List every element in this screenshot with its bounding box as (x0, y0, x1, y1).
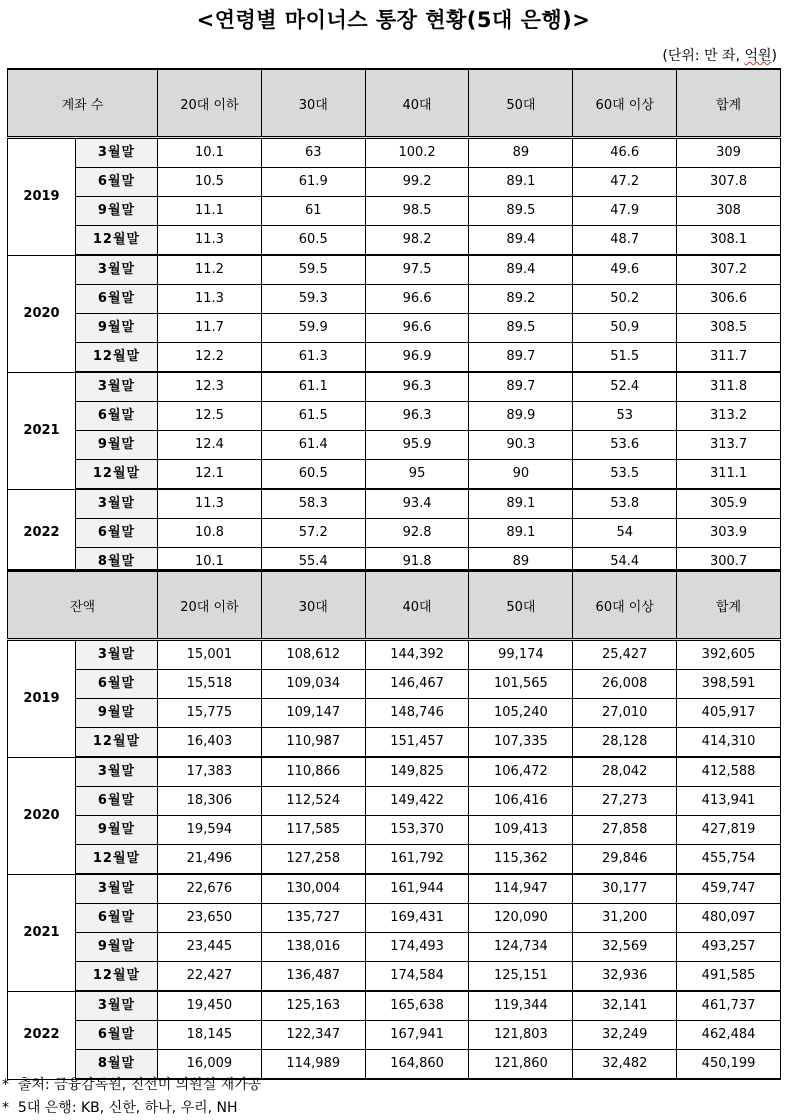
value-cell: 46.6 (573, 138, 677, 168)
table-row (8, 904, 781, 933)
value-cell: 27,010 (573, 699, 677, 728)
value-cell: 309 (677, 138, 781, 168)
table-row (8, 845, 781, 875)
value-cell: 98.2 (365, 226, 469, 256)
value-cell: 96.9 (365, 343, 469, 373)
value-cell: 16,403 (158, 728, 262, 758)
period-cell: 9월말 (76, 816, 158, 845)
value-cell: 462,484 (677, 1021, 781, 1050)
value-cell: 109,147 (261, 699, 365, 728)
value-cell: 459,747 (677, 874, 781, 904)
value-cell: 53.6 (573, 431, 677, 460)
value-cell: 18,145 (158, 1021, 262, 1050)
value-cell: 313.7 (677, 431, 781, 460)
value-cell: 22,427 (158, 962, 262, 992)
value-cell: 412,588 (677, 757, 781, 787)
value-cell: 308.5 (677, 314, 781, 343)
value-cell: 106,416 (469, 787, 573, 816)
table-row (8, 933, 781, 962)
period-cell: 6월말 (76, 787, 158, 816)
period-cell: 9월말 (76, 197, 158, 226)
period-cell: 6월말 (76, 519, 158, 548)
value-cell: 450,199 (677, 1050, 781, 1080)
value-cell: 144,392 (365, 640, 469, 670)
value-cell: 23,650 (158, 904, 262, 933)
value-cell: 59.3 (261, 285, 365, 314)
column-header: 60대 이상 (573, 571, 677, 640)
column-header: 30대 (261, 69, 365, 138)
footnote-source (2, 1074, 261, 1097)
column-header: 합계 (677, 69, 781, 138)
value-cell: 89.1 (469, 489, 573, 519)
table-row (8, 343, 781, 373)
value-cell: 161,944 (365, 874, 469, 904)
value-cell: 398,591 (677, 670, 781, 699)
value-cell: 121,803 (469, 1021, 573, 1050)
column-header: 50대 (469, 571, 573, 640)
period-cell: 3월말 (76, 255, 158, 285)
account-count-table (7, 68, 781, 578)
value-cell: 18,306 (158, 787, 262, 816)
value-cell: 109,034 (261, 670, 365, 699)
year-cell: 2021 (8, 874, 76, 991)
value-cell: 117,585 (261, 816, 365, 845)
table-row (8, 197, 781, 226)
value-cell: 146,467 (365, 670, 469, 699)
header-row (8, 69, 781, 138)
value-cell: 313.2 (677, 402, 781, 431)
value-cell: 89.4 (469, 226, 573, 256)
value-cell: 19,594 (158, 816, 262, 845)
value-cell: 110,866 (261, 757, 365, 787)
footnotes (2, 1074, 261, 1120)
period-cell: 9월말 (76, 699, 158, 728)
year-cell: 2019 (8, 640, 76, 758)
value-cell: 300.7 (677, 548, 781, 578)
value-cell: 23,445 (158, 933, 262, 962)
value-cell: 61.5 (261, 402, 365, 431)
value-cell: 95 (365, 460, 469, 490)
value-cell: 493,257 (677, 933, 781, 962)
value-cell: 96.3 (365, 402, 469, 431)
value-cell: 96.6 (365, 314, 469, 343)
value-cell: 307.2 (677, 255, 781, 285)
period-cell: 3월말 (76, 991, 158, 1021)
value-cell: 305.9 (677, 489, 781, 519)
value-cell: 122,347 (261, 1021, 365, 1050)
value-cell: 52.4 (573, 372, 677, 402)
period-cell: 6월말 (76, 168, 158, 197)
value-cell: 101,565 (469, 670, 573, 699)
table-row (8, 168, 781, 197)
value-cell: 47.2 (573, 168, 677, 197)
value-cell: 15,001 (158, 640, 262, 670)
table-row (8, 226, 781, 256)
table-row (8, 460, 781, 490)
year-cell: 2020 (8, 255, 76, 372)
period-cell: 8월말 (76, 548, 158, 578)
value-cell: 138,016 (261, 933, 365, 962)
value-cell: 11.3 (158, 285, 262, 314)
value-cell: 61.4 (261, 431, 365, 460)
value-cell: 32,141 (573, 991, 677, 1021)
value-cell: 110,987 (261, 728, 365, 758)
period-cell: 3월말 (76, 489, 158, 519)
value-cell: 99,174 (469, 640, 573, 670)
value-cell: 27,273 (573, 787, 677, 816)
value-cell: 12.5 (158, 402, 262, 431)
value-cell: 114,947 (469, 874, 573, 904)
value-cell: 11.2 (158, 255, 262, 285)
value-cell: 51.5 (573, 343, 677, 373)
value-cell: 308.1 (677, 226, 781, 256)
value-cell: 115,362 (469, 845, 573, 875)
value-cell: 12.1 (158, 460, 262, 490)
value-cell: 59.9 (261, 314, 365, 343)
value-cell: 96.3 (365, 372, 469, 402)
value-cell: 53.5 (573, 460, 677, 490)
column-header: 합계 (677, 571, 781, 640)
value-cell: 25,427 (573, 640, 677, 670)
value-cell: 22,676 (158, 874, 262, 904)
value-cell: 15,775 (158, 699, 262, 728)
footnote-bullet: * (2, 1100, 9, 1116)
value-cell: 91.8 (365, 548, 469, 578)
unit-prefix: (단위: 만 좌, (662, 48, 745, 64)
period-cell: 12월말 (76, 962, 158, 992)
value-cell: 54.4 (573, 548, 677, 578)
value-cell: 461,737 (677, 991, 781, 1021)
value-cell: 153,370 (365, 816, 469, 845)
value-cell: 50.2 (573, 285, 677, 314)
unit-underlined: 억원 (744, 48, 772, 64)
value-cell: 161,792 (365, 845, 469, 875)
column-header: 20대 이하 (158, 69, 262, 138)
value-cell: 119,344 (469, 991, 573, 1021)
value-cell: 311.1 (677, 460, 781, 490)
value-cell: 57.2 (261, 519, 365, 548)
unit-suffix: ) (771, 48, 777, 64)
table-row (8, 255, 781, 285)
period-cell: 12월말 (76, 343, 158, 373)
table-row (8, 728, 781, 758)
value-cell: 12.3 (158, 372, 262, 402)
year-cell: 2022 (8, 489, 76, 577)
value-cell: 11.3 (158, 489, 262, 519)
value-cell: 89 (469, 548, 573, 578)
value-cell: 32,482 (573, 1050, 677, 1080)
value-cell: 491,585 (677, 962, 781, 992)
value-cell: 26,008 (573, 670, 677, 699)
value-cell: 311.7 (677, 343, 781, 373)
value-cell: 174,584 (365, 962, 469, 992)
value-cell: 89.2 (469, 285, 573, 314)
value-cell: 12.2 (158, 343, 262, 373)
value-cell: 19,450 (158, 991, 262, 1021)
table-row (8, 640, 781, 670)
value-cell: 114,989 (261, 1050, 365, 1080)
value-cell: 30,177 (573, 874, 677, 904)
value-cell: 306.6 (677, 285, 781, 314)
value-cell: 10.8 (158, 519, 262, 548)
value-cell: 109,413 (469, 816, 573, 845)
table-row (8, 787, 781, 816)
value-cell: 21,496 (158, 845, 262, 875)
period-cell: 3월말 (76, 372, 158, 402)
value-cell: 53 (573, 402, 677, 431)
table-row (8, 138, 781, 168)
footnote-bullet: * (2, 1077, 9, 1093)
value-cell: 31,200 (573, 904, 677, 933)
value-cell: 15,518 (158, 670, 262, 699)
unit-note (662, 45, 777, 65)
value-cell: 10.1 (158, 548, 262, 578)
footnote-banks-text: 5대 은행: KB, 신한, 하나, 우리, NH (17, 1100, 238, 1116)
value-cell: 48.7 (573, 226, 677, 256)
value-cell: 164,860 (365, 1050, 469, 1080)
value-cell: 53.8 (573, 489, 677, 519)
table-row (8, 962, 781, 992)
column-header: 40대 (365, 69, 469, 138)
table-row (8, 431, 781, 460)
value-cell: 90 (469, 460, 573, 490)
value-cell: 93.4 (365, 489, 469, 519)
value-cell: 149,422 (365, 787, 469, 816)
value-cell: 58.3 (261, 489, 365, 519)
period-cell: 12월말 (76, 226, 158, 256)
value-cell: 92.8 (365, 519, 469, 548)
value-cell: 12.4 (158, 431, 262, 460)
value-cell: 455,754 (677, 845, 781, 875)
value-cell: 130,004 (261, 874, 365, 904)
header-row (8, 571, 781, 640)
period-cell: 12월말 (76, 845, 158, 875)
year-cell: 2022 (8, 991, 76, 1079)
period-cell: 9월말 (76, 314, 158, 343)
value-cell: 167,941 (365, 1021, 469, 1050)
value-cell: 135,727 (261, 904, 365, 933)
value-cell: 63 (261, 138, 365, 168)
balance-table (7, 569, 781, 1080)
period-cell: 8월말 (76, 1050, 158, 1080)
period-cell: 3월말 (76, 757, 158, 787)
value-cell: 107,335 (469, 728, 573, 758)
value-cell: 32,936 (573, 962, 677, 992)
value-cell: 112,524 (261, 787, 365, 816)
value-cell: 308 (677, 197, 781, 226)
value-cell: 151,457 (365, 728, 469, 758)
table-row (8, 670, 781, 699)
value-cell: 121,860 (469, 1050, 573, 1080)
period-cell: 12월말 (76, 728, 158, 758)
value-cell: 32,569 (573, 933, 677, 962)
value-cell: 29,846 (573, 845, 677, 875)
table-row (8, 314, 781, 343)
value-cell: 125,151 (469, 962, 573, 992)
column-header: 30대 (261, 571, 365, 640)
table-row (8, 757, 781, 787)
table-row (8, 1021, 781, 1050)
column-header: 60대 이상 (573, 69, 677, 138)
year-cell: 2021 (8, 372, 76, 489)
value-cell: 413,941 (677, 787, 781, 816)
value-cell: 120,090 (469, 904, 573, 933)
value-cell: 11.7 (158, 314, 262, 343)
page-title: <연령별 마이너스 통장 현황(5대 은행)> (196, 8, 591, 32)
value-cell: 480,097 (677, 904, 781, 933)
value-cell: 124,734 (469, 933, 573, 962)
footnote-banks (2, 1097, 261, 1120)
value-cell: 108,612 (261, 640, 365, 670)
value-cell: 106,472 (469, 757, 573, 787)
table-row (8, 489, 781, 519)
value-cell: 55.4 (261, 548, 365, 578)
value-cell: 60.5 (261, 460, 365, 490)
table-row (8, 699, 781, 728)
value-cell: 61.3 (261, 343, 365, 373)
period-cell: 6월말 (76, 1021, 158, 1050)
value-cell: 311.8 (677, 372, 781, 402)
value-cell: 10.1 (158, 138, 262, 168)
column-header: 50대 (469, 69, 573, 138)
value-cell: 99.2 (365, 168, 469, 197)
period-cell: 3월말 (76, 138, 158, 168)
table-row (8, 402, 781, 431)
period-cell: 3월말 (76, 874, 158, 904)
value-cell: 414,310 (677, 728, 781, 758)
period-cell: 9월말 (76, 933, 158, 962)
table-row (8, 372, 781, 402)
value-cell: 174,493 (365, 933, 469, 962)
value-cell: 89.1 (469, 519, 573, 548)
value-cell: 11.3 (158, 226, 262, 256)
table-header-label: 잔액 (8, 571, 158, 640)
table-row (8, 991, 781, 1021)
period-cell: 12월말 (76, 460, 158, 490)
value-cell: 89.7 (469, 372, 573, 402)
value-cell: 148,746 (365, 699, 469, 728)
column-header: 20대 이하 (158, 571, 262, 640)
table-row (8, 519, 781, 548)
value-cell: 392,605 (677, 640, 781, 670)
value-cell: 49.6 (573, 255, 677, 285)
value-cell: 307.8 (677, 168, 781, 197)
value-cell: 89.1 (469, 168, 573, 197)
period-cell: 6월말 (76, 402, 158, 431)
period-cell: 6월말 (76, 285, 158, 314)
value-cell: 100.2 (365, 138, 469, 168)
value-cell: 10.5 (158, 168, 262, 197)
table-row (8, 874, 781, 904)
value-cell: 17,383 (158, 757, 262, 787)
value-cell: 98.5 (365, 197, 469, 226)
value-cell: 127,258 (261, 845, 365, 875)
value-cell: 50.9 (573, 314, 677, 343)
value-cell: 105,240 (469, 699, 573, 728)
value-cell: 47.9 (573, 197, 677, 226)
value-cell: 89 (469, 138, 573, 168)
value-cell: 89.9 (469, 402, 573, 431)
value-cell: 427,819 (677, 816, 781, 845)
period-cell: 9월말 (76, 431, 158, 460)
value-cell: 11.1 (158, 197, 262, 226)
period-cell: 6월말 (76, 904, 158, 933)
value-cell: 28,128 (573, 728, 677, 758)
value-cell: 97.5 (365, 255, 469, 285)
footnote-source-text: 출처: 금융감독원, 진선미 의원실 재가공 (17, 1077, 262, 1093)
column-header: 40대 (365, 571, 469, 640)
value-cell: 96.6 (365, 285, 469, 314)
value-cell: 59.5 (261, 255, 365, 285)
value-cell: 125,163 (261, 991, 365, 1021)
year-cell: 2019 (8, 138, 76, 256)
value-cell: 89.5 (469, 314, 573, 343)
value-cell: 89.5 (469, 197, 573, 226)
value-cell: 54 (573, 519, 677, 548)
value-cell: 165,638 (365, 991, 469, 1021)
value-cell: 89.4 (469, 255, 573, 285)
period-cell: 6월말 (76, 670, 158, 699)
value-cell: 169,431 (365, 904, 469, 933)
value-cell: 61 (261, 197, 365, 226)
table-row (8, 285, 781, 314)
table-header-label: 계좌 수 (8, 69, 158, 138)
value-cell: 27,858 (573, 816, 677, 845)
value-cell: 32,249 (573, 1021, 677, 1050)
value-cell: 16,009 (158, 1050, 262, 1080)
value-cell: 28,042 (573, 757, 677, 787)
period-cell: 3월말 (76, 640, 158, 670)
table-row (8, 816, 781, 845)
value-cell: 90.3 (469, 431, 573, 460)
value-cell: 89.7 (469, 343, 573, 373)
value-cell: 136,487 (261, 962, 365, 992)
value-cell: 405,917 (677, 699, 781, 728)
year-cell: 2020 (8, 757, 76, 874)
value-cell: 303.9 (677, 519, 781, 548)
value-cell: 61.1 (261, 372, 365, 402)
value-cell: 60.5 (261, 226, 365, 256)
value-cell: 61.9 (261, 168, 365, 197)
value-cell: 149,825 (365, 757, 469, 787)
value-cell: 95.9 (365, 431, 469, 460)
